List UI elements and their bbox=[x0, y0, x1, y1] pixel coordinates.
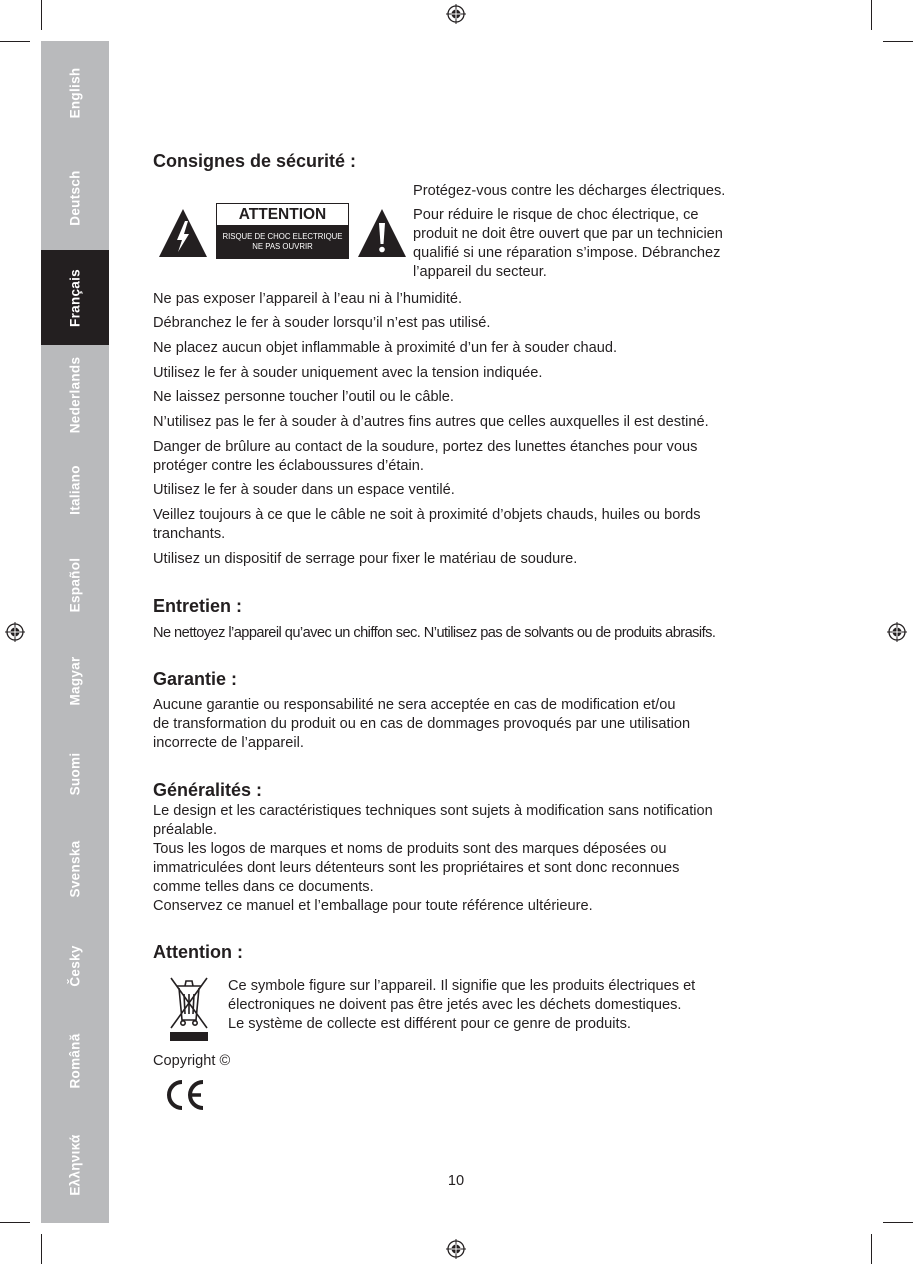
safety-item: Ne laissez personne toucher l’outil ou le câble. bbox=[153, 389, 454, 405]
safety-item: N’utilisez pas le fer à souder à d’autres fins autres que celles auxquelles il est destiné. bbox=[153, 414, 709, 430]
safety-item: Ne pas exposer l’appareil à l’eau ni à l’humidité. bbox=[153, 291, 463, 307]
general-heading: Généralités : bbox=[153, 780, 263, 800]
safety-item: Danger de brûlure au contact de la soudure, portez des lunettes étanches pour vous bbox=[153, 439, 698, 455]
tab-francais[interactable] bbox=[41, 250, 109, 345]
crop-mark bbox=[871, 1234, 872, 1264]
maintenance-text: Ne nettoyez l’appareil qu’avec un chiffon sec. N’utilisez pas de solvants ou de produits abrasifs. bbox=[153, 625, 716, 641]
safety-side-line: produit ne doit être ouvert que par un technicien bbox=[413, 226, 723, 242]
general-line: Tous les logos de marques et noms de produits sont des marques déposées ou bbox=[153, 841, 667, 857]
tab-english[interactable] bbox=[41, 41, 109, 145]
tab-label: Français bbox=[67, 268, 83, 327]
tab-nederlands[interactable] bbox=[41, 345, 109, 444]
tab-suomi[interactable] bbox=[41, 726, 109, 821]
attention-label-subtext bbox=[217, 226, 348, 259]
tab-italiano[interactable] bbox=[41, 444, 109, 535]
safety-heading: Consignes de sécurité : bbox=[153, 151, 357, 171]
general-line: Conservez ce manuel et l’emballage pour toute référence ultérieure. bbox=[153, 898, 593, 914]
safety-side-line: l’appareil du secteur. bbox=[413, 264, 547, 280]
safety-item: Veillez toujours à ce que le câble ne soit à proximité d’objets chauds, huiles ou bords bbox=[153, 507, 701, 523]
attention-line: Ce symbole figure sur l’appareil. Il signifie que les produits électriques et bbox=[228, 978, 696, 994]
crop-mark bbox=[41, 1234, 42, 1264]
warranty-line: Aucune garantie ou responsabilité ne sera acceptée en cas de modification et/ou bbox=[153, 697, 676, 713]
tab-label: Svenska bbox=[67, 840, 83, 898]
tab-ellinika[interactable] bbox=[41, 1107, 109, 1223]
general-line: préalable. bbox=[153, 822, 218, 838]
crop-mark bbox=[0, 41, 30, 42]
tab-magyar[interactable] bbox=[41, 635, 109, 726]
tab-label: Română bbox=[67, 1032, 83, 1089]
language-tabs bbox=[41, 41, 109, 1223]
tab-cesky[interactable] bbox=[41, 917, 109, 1014]
crop-mark bbox=[883, 1222, 913, 1223]
tab-label: Suomi bbox=[67, 752, 83, 795]
warranty-heading: Garantie : bbox=[153, 669, 238, 689]
tab-label: Česky bbox=[67, 944, 83, 987]
safety-side-line: Pour réduire le risque de choc électrique, ce bbox=[413, 207, 699, 223]
crop-mark bbox=[41, 0, 42, 30]
safety-item: Utilisez le fer à souder dans un espace ventilé. bbox=[153, 482, 455, 498]
tab-label: Nederlands bbox=[67, 356, 83, 433]
tab-svenska[interactable] bbox=[41, 821, 109, 917]
tab-deutsch[interactable] bbox=[41, 145, 109, 250]
safety-item: tranchants. bbox=[153, 526, 226, 542]
warranty-line: de transformation du produit ou en cas de dommages provoqués par une utilisation bbox=[153, 716, 691, 732]
attention-heading: Attention : bbox=[153, 942, 243, 962]
registration-mark-icon bbox=[5, 622, 25, 642]
crop-mark bbox=[871, 0, 872, 30]
copyright: Copyright © bbox=[153, 1053, 231, 1069]
crop-mark bbox=[0, 1222, 30, 1223]
attention-label-line: RISQUE DE CHOC ELECTRIQUE bbox=[222, 232, 343, 241]
attention-line: Le système de collecte est différent pour ce genre de produits. bbox=[228, 1016, 631, 1032]
general-line: immatriculées dont leurs détenteurs sont les propriétaires et sont donc reconnues bbox=[153, 860, 680, 876]
registration-mark-icon bbox=[887, 622, 907, 642]
tab-label: Ελληνικά bbox=[67, 1134, 83, 1196]
registration-mark-icon bbox=[446, 4, 466, 24]
electric-shock-warning-icon bbox=[157, 207, 209, 259]
safety-item: Utilisez le fer à souder uniquement avec la tension indiquée. bbox=[153, 365, 543, 381]
page-number: 10 bbox=[447, 1173, 465, 1189]
general-line: comme telles dans ce documents. bbox=[153, 879, 374, 895]
attention-label-title: ATTENTION bbox=[217, 204, 348, 226]
tab-romana[interactable] bbox=[41, 1014, 109, 1107]
tab-label: English bbox=[67, 67, 83, 119]
tab-label: Magyar bbox=[67, 655, 83, 706]
attention-label-line: NE PAS OUVRIR bbox=[252, 242, 313, 251]
safety-item: Ne placez aucun objet inflammable à proximité d’un fer à souder chaud. bbox=[153, 340, 618, 356]
ce-mark-icon bbox=[163, 1078, 207, 1112]
weee-crossed-bin-icon bbox=[165, 970, 213, 1044]
general-line: Le design et les caractéristiques techniques sont sujets à modification sans notification bbox=[153, 803, 713, 819]
tab-label: Español bbox=[67, 557, 83, 613]
tab-espanol[interactable] bbox=[41, 535, 109, 635]
safety-item: Débranchez le fer à souder lorsqu’il n’est pas utilisé. bbox=[153, 315, 491, 331]
attention-label bbox=[216, 203, 349, 259]
registration-mark-icon bbox=[446, 1239, 466, 1259]
crop-mark bbox=[883, 41, 913, 42]
exclamation-warning-icon bbox=[356, 207, 408, 259]
safety-intro: Protégez-vous contre les décharges électriques. bbox=[413, 183, 726, 199]
warranty-line: incorrecte de l’appareil. bbox=[153, 735, 304, 751]
tab-label: Italiano bbox=[67, 464, 83, 515]
attention-line: électroniques ne doivent pas être jetés avec les déchets domestiques. bbox=[228, 997, 682, 1013]
maintenance-heading: Entretien : bbox=[153, 596, 243, 616]
safety-side-line: qualifié si une réparation s’impose. Débranchez bbox=[413, 245, 721, 261]
tab-label: Deutsch bbox=[67, 169, 83, 226]
safety-item: protéger contre les éclaboussures d’étain. bbox=[153, 458, 424, 474]
safety-item: Utilisez un dispositif de serrage pour fixer le matériau de soudure. bbox=[153, 551, 578, 567]
